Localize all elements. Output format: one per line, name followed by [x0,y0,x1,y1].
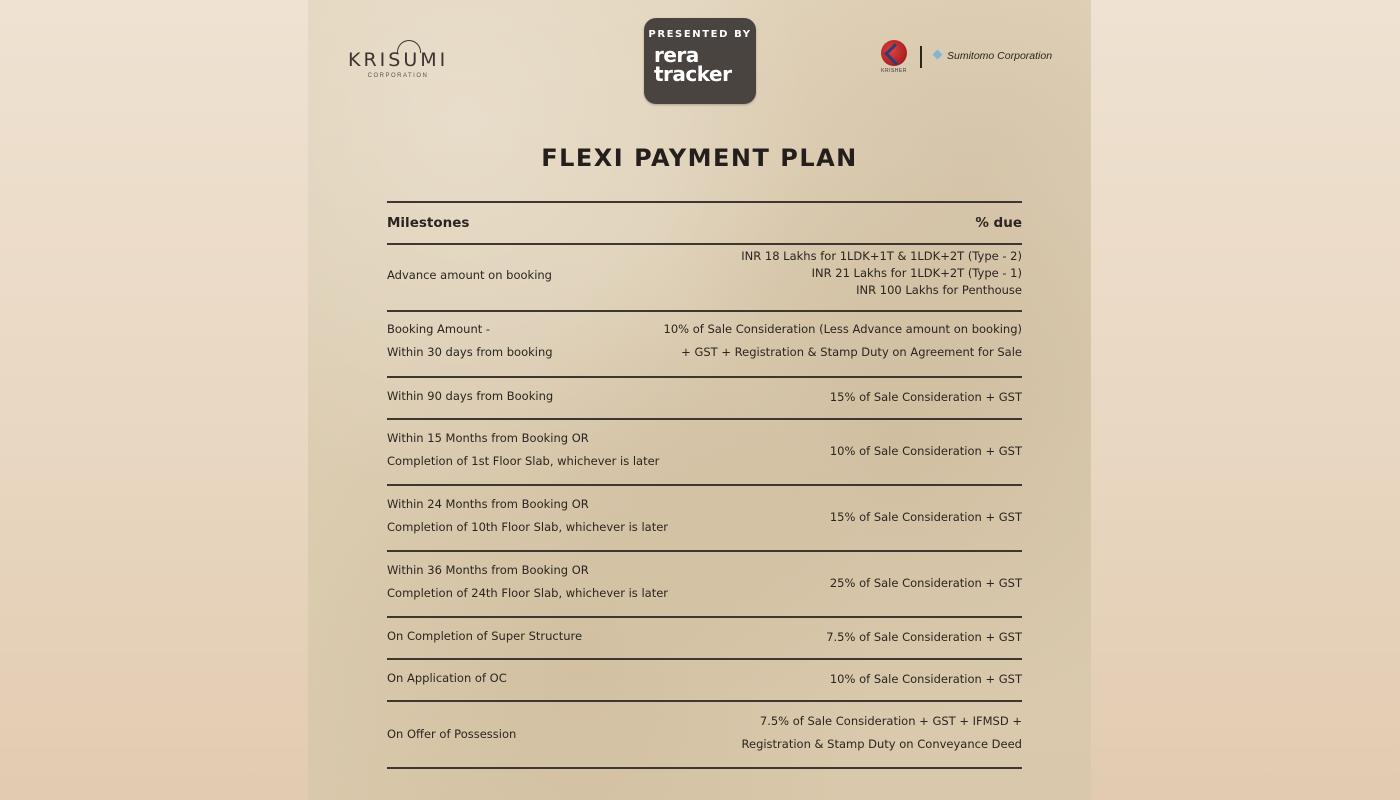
row-rule [387,658,1022,660]
milestone-text: Within 30 days from booking [387,345,553,359]
table-row-due [830,506,1022,529]
table-row-milestone [387,318,553,364]
partner-divider [920,46,922,68]
due-text: 10% of Sale Consideration + GST [829,672,1022,686]
table-row-due [741,248,1022,299]
row-rule [387,616,1022,618]
table-top-rule [387,201,1022,203]
due-text: 15% of Sale Consideration + GST [829,390,1022,404]
milestone-text: On Offer of Possession [387,727,517,741]
due-text: INR 100 Lakhs for Penthouse [856,283,1022,297]
milestone-text: Within 15 Months from Booking OR [387,431,589,445]
milestone-text: Completion of 24th Floor Slab, whichever is later [387,586,669,600]
presented-by-label: PRESENTED BY [648,29,752,40]
table-row-due [742,710,1022,756]
due-header: % due [975,215,1022,231]
table-row-due [830,386,1022,409]
krisumi-wordmark: KRISUMI [348,49,449,71]
krisumi-logo [348,40,448,79]
rera-tracker-badge [644,18,756,104]
milestone-text: On Application of OC [387,671,507,685]
krisumi-subtitle: CORPORATION [367,73,429,79]
row-rule [387,418,1022,420]
sumitomo-logo [934,50,1052,62]
table-row-due [830,440,1022,463]
row-rule [387,550,1022,552]
page-title: FLEXI PAYMENT PLAN [541,144,858,172]
table-row-milestone [387,625,582,648]
milestone-text: Within 36 Months from Booking OR [387,563,589,577]
milestone-text: Booking Amount - [387,322,491,336]
due-text: 25% of Sale Consideration + GST [829,576,1022,590]
table-row-due [826,626,1022,649]
row-rule [387,700,1022,702]
rera-tracker-wordmark [644,43,756,86]
row-rule [387,484,1022,486]
table-row-milestone [387,264,552,287]
partner-logos [879,38,1069,78]
milestone-text: On Completion of Super Structure [387,629,583,643]
header-rule [387,243,1022,245]
table-row-milestone [387,723,516,746]
sumitomo-label: Sumitomo Corporation [947,50,1053,62]
krisumi-arch-icon [397,40,421,53]
due-text: Registration & Stamp Duty on Conveyance Deed [741,737,1022,751]
milestone-text: Within 90 days from Booking [387,389,554,403]
row-rule [387,310,1022,312]
krisher-logo [879,40,909,74]
table-row-milestone [387,427,659,473]
due-text: INR 18 Lakhs for 1LDK+1T & 1LDK+2T (Type - 2) [741,249,1022,263]
milestone-text: Completion of 1st Floor Slab, whichever is later [387,454,660,468]
table-row-milestone [387,667,507,690]
row-rule [387,376,1022,378]
due-text: 15% of Sale Consideration + GST [829,510,1022,524]
due-text: INR 21 Lakhs for 1LDK+2T (Type - 1) [811,266,1022,280]
krisher-emblem-icon [881,40,907,66]
due-text: 7.5% of Sale Consideration + GST [826,630,1022,644]
due-text: + GST + Registration & Stamp Duty on Agreement for Sale [681,345,1022,359]
table-row-milestone [387,493,668,539]
table-row-due [664,318,1022,364]
rera-word: rera [654,43,699,67]
payment-plan-sheet [308,0,1091,800]
due-text: 10% of Sale Consideration + GST [829,444,1022,458]
milestone-text: Advance amount on booking [387,268,552,282]
table-row-milestone [387,385,553,408]
table-row-due [830,668,1022,691]
milestones-header: Milestones [387,215,470,231]
due-text: 7.5% of Sale Consideration + GST + IFMSD + [759,714,1022,728]
table-row-due [830,572,1022,595]
tracker-word: tracker [654,62,732,86]
table-row-milestone [387,559,668,605]
due-text: 10% of Sale Consideration (Less Advance amount on booking) [663,322,1022,336]
krisher-label: KRISHER [881,68,907,74]
milestone-text: Completion of 10th Floor Slab, whichever is later [387,520,669,534]
table-bottom-rule [387,767,1022,769]
sumitomo-diamond-icon [933,50,943,60]
milestone-text: Within 24 Months from Booking OR [387,497,589,511]
